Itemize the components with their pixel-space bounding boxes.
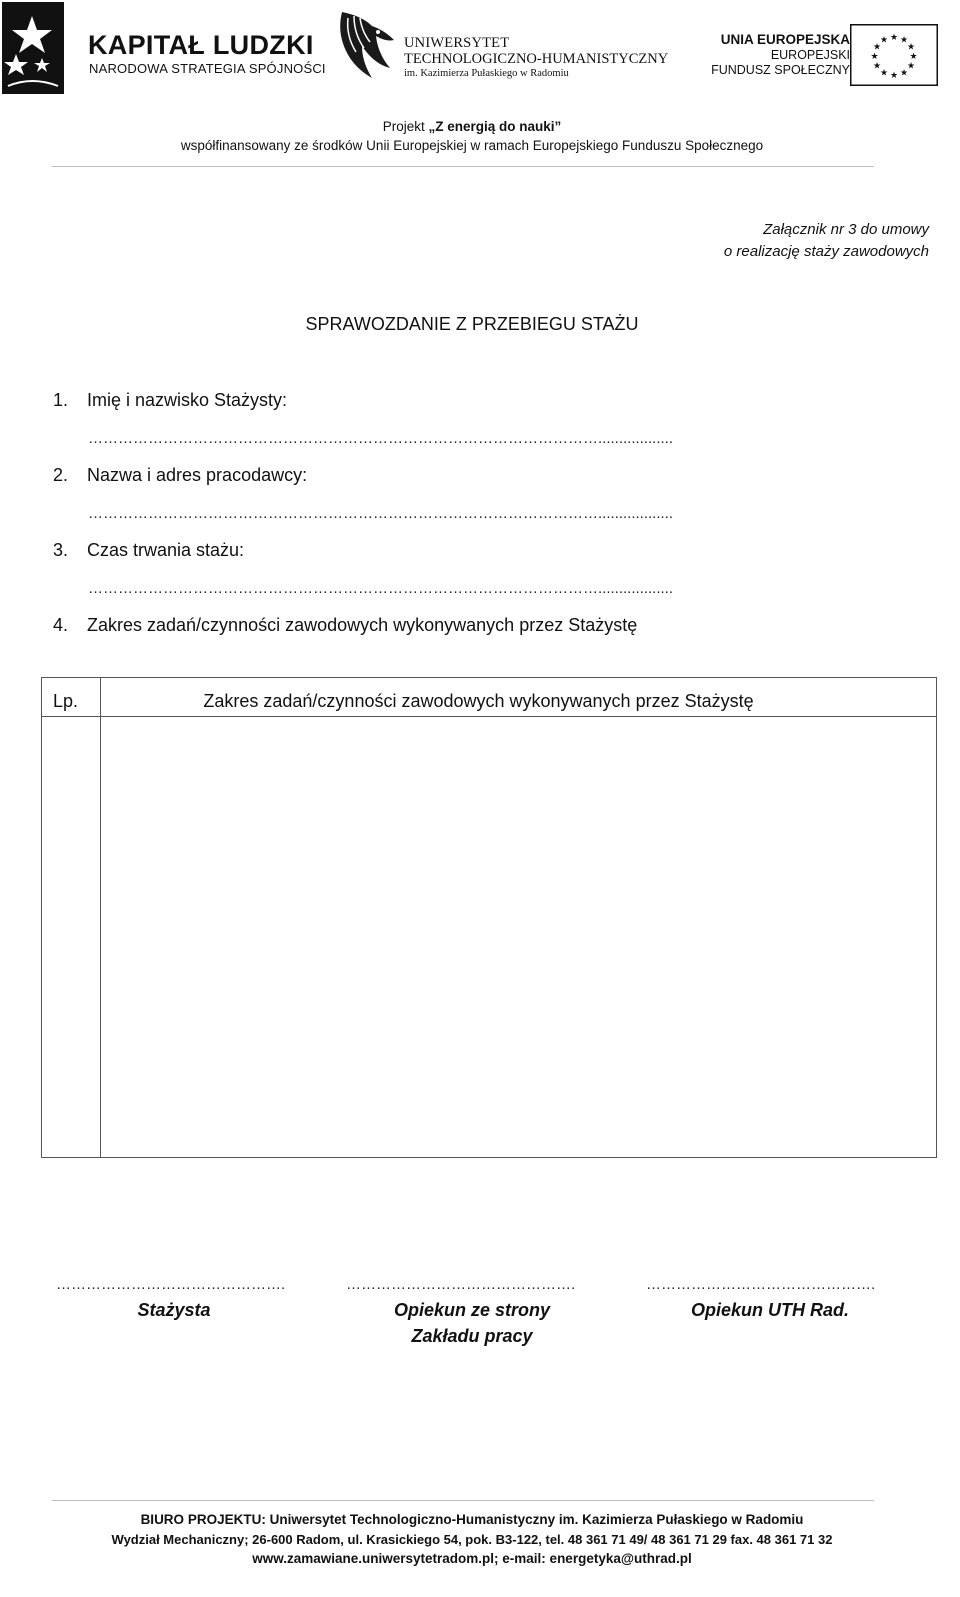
annex-line1: Załącznik nr 3 do umowy — [763, 221, 929, 238]
signature-label-uth: Opiekun UTH Rad. — [690, 1300, 849, 1320]
svg-text:★: ★ — [872, 42, 882, 53]
svg-text:★: ★ — [909, 52, 918, 62]
svg-text:★: ★ — [899, 68, 909, 79]
field-number: 3. — [53, 540, 69, 560]
field-text: Czas trwania stażu: — [87, 540, 245, 560]
annex-line2: o realizację staży zawodowych — [723, 243, 929, 260]
kapital-ludzki-title: KAPITAŁ LUDZKI — [88, 30, 314, 60]
signature-line-intern[interactable]: ………………………………………. — [56, 1276, 286, 1293]
field-text: Zakres zadań/czynności zawodowych wykonywanych przez Stażystę — [87, 615, 638, 635]
svg-text:★: ★ — [906, 42, 916, 53]
employer-field[interactable]: ………………………………………………………………………………………….................. — [88, 505, 674, 522]
project-prefix: Projekt — [382, 119, 429, 134]
field-number: 1. — [53, 390, 69, 410]
intern-name-field[interactable]: ………………………………………………………………………………………….................. — [88, 430, 674, 447]
field-2-label — [53, 465, 307, 486]
field-text: Imię i nazwisko Stażysty: — [87, 390, 288, 410]
university-name-line3: im. Kazimierza Pułaskiego w Radomiu — [404, 68, 569, 79]
svg-text:★: ★ — [872, 61, 882, 72]
signature-label-intern: Stażysta — [137, 1300, 211, 1320]
svg-text:★: ★ — [889, 71, 899, 81]
footer-contact: www.zamawiane.uniwersytetradom.pl; e-mail: energetyka@uthrad.pl — [252, 1551, 692, 1566]
svg-text:★: ★ — [889, 33, 899, 43]
table-header-lp: Lp. — [53, 691, 79, 711]
field-4-label — [53, 615, 637, 636]
field-number: 4. — [53, 615, 69, 635]
university-eagle-logo — [332, 6, 398, 86]
svg-text:★: ★ — [906, 61, 916, 72]
table-column-divider — [100, 677, 101, 1158]
document-title: SPRAWOZDANIE Z PRZEBIEGU STAŻU — [305, 314, 639, 334]
field-3-label — [53, 540, 244, 561]
signature-line-employer[interactable]: ………………………………………. — [346, 1276, 576, 1293]
svg-text:★: ★ — [879, 35, 889, 46]
footer-address: Wydział Mechaniczny; 26-600 Radom, ul. Krasickiego 54, pok. B3-122, tel. 48 361 71 49/ 48 361 71 29 fax. 48 361 71 32 — [111, 1532, 833, 1547]
eu-label-line2: EUROPEJSKI — [770, 48, 850, 62]
project-name: „Z energią do nauki” — [428, 119, 562, 134]
field-text: Nazwa i adres pracodawcy: — [87, 465, 308, 485]
eu-flag-icon — [850, 24, 938, 86]
funding-line: współfinansowany ze środków Unii Europejskiej w ramach Europejskiego Funduszu Społecznego — [180, 138, 764, 153]
field-number: 2. — [53, 465, 69, 485]
svg-text:★: ★ — [879, 68, 889, 79]
signature-label-employer: Opiekun ze strony Zakładu pracy — [393, 1300, 551, 1346]
table-header-divider — [41, 716, 937, 717]
duration-field[interactable]: ………………………………………………………………………………………….................. — [88, 580, 674, 597]
signature-line-uth[interactable]: ………………………………………. — [646, 1276, 876, 1293]
annex-note — [724, 219, 929, 263]
svg-text:★: ★ — [899, 35, 909, 46]
field-1-label — [53, 390, 287, 411]
university-name-line1: UNIWERSYTET — [404, 35, 510, 51]
kapital-ludzki-subtitle: NARODOWA STRATEGIA SPÓJNOŚCI — [89, 61, 326, 76]
tasks-entry-area[interactable] — [102, 718, 936, 1157]
eu-label-line1: UNIA EUROPEJSKA — [720, 32, 850, 47]
header-divider — [52, 166, 874, 167]
kapital-ludzki-logo-mark — [2, 2, 64, 94]
university-name-line2: TECHNOLOGICZNO-HUMANISTYCZNY — [404, 51, 669, 67]
svg-text:★: ★ — [870, 52, 879, 62]
footer-office: BIURO PROJEKTU: Uniwersytet Technologiczno-Humanistyczny im. Kazimierza Pułaskiego w Radomiu — [140, 1512, 804, 1527]
footer-divider — [52, 1500, 874, 1501]
eu-label-line3: FUNDUSZ SPOŁECZNY — [711, 63, 850, 77]
table-header-scope: Zakres zadań/czynności zawodowych wykonywanych przez Stażystę — [203, 691, 754, 711]
project-title — [0, 119, 944, 134]
